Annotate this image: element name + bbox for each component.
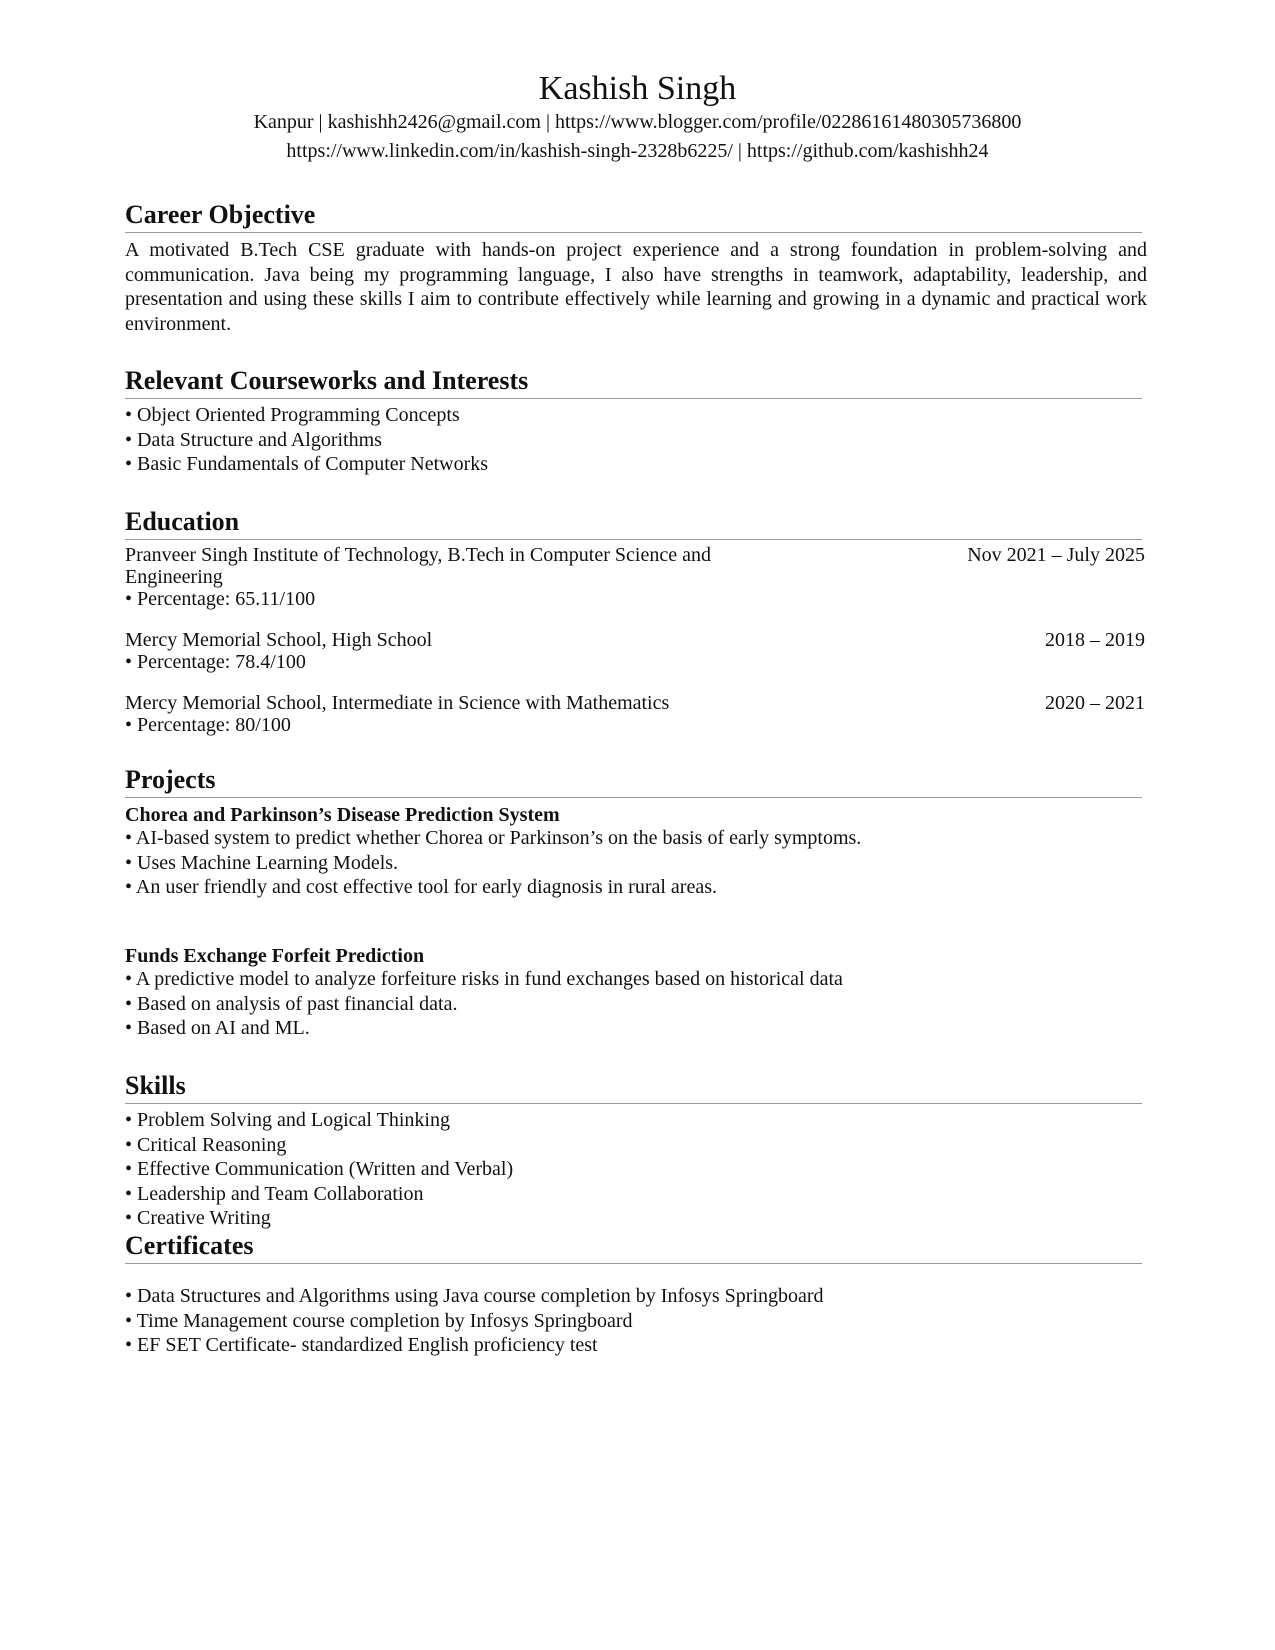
education-entry: [125, 544, 1145, 610]
list-item: • Basic Fundamentals of Computer Networks: [125, 453, 489, 475]
education-entry: [125, 629, 1145, 673]
list-item: • Based on analysis of past financial data.: [125, 992, 458, 1015]
skills-list: [125, 1108, 513, 1231]
list-item: • Data Structure and Algorithms: [125, 428, 382, 451]
education-heading: Education: [125, 507, 1142, 540]
education-date: 2020 – 2021: [1045, 692, 1145, 714]
education-institution: Mercy Memorial School, High School: [125, 629, 433, 651]
list-item: • A predictive model to analyze forfeiture risks in fund exchanges based on historical data: [125, 968, 843, 990]
education-institution: Mercy Memorial School, Intermediate in Science with Mathematics: [125, 692, 670, 714]
certificates-list: [125, 1284, 824, 1358]
list-item: • Effective Communication (Written and Verbal): [125, 1158, 514, 1180]
courseworks-heading: Relevant Courseworks and Interests: [125, 366, 1142, 399]
list-item: • Object Oriented Programming Concepts: [125, 404, 460, 426]
project-points: [125, 967, 843, 1041]
education-date: 2018 – 2019: [1045, 629, 1145, 651]
projects-heading: Projects: [125, 765, 1142, 798]
project-title: Funds Exchange Forfeit Prediction: [125, 945, 425, 967]
career-objective-heading: Career Objective: [125, 200, 1142, 233]
skills-heading: Skills: [125, 1071, 1142, 1104]
list-item: • An user friendly and cost effective tool for early diagnosis in rural areas.: [125, 876, 717, 898]
courseworks-list: [125, 403, 488, 477]
education-detail: • Percentage: 65.11/100: [125, 588, 316, 610]
education-detail: • Percentage: 80/100: [125, 714, 291, 736]
list-item: • Critical Reasoning: [125, 1133, 287, 1156]
education-detail: • Percentage: 78.4/100: [125, 651, 306, 673]
contact-line-1: Kanpur | kashishh2426@gmail.com | https://www.blogger.com/profile/02286161480305736800: [253, 111, 1022, 133]
list-item: • Data Structures and Algorithms using Java course completion by Infosys Springboard: [125, 1285, 824, 1307]
certificates-heading: Certificates: [125, 1231, 1142, 1264]
list-item: • AI-based system to predict whether Chorea or Parkinson’s on the basis of early symptoms.: [125, 827, 862, 849]
education-date: Nov 2021 – July 2025: [967, 544, 1145, 566]
list-item: • EF SET Certificate- standardized English proficiency test: [125, 1334, 598, 1356]
education-institution: Pranveer Singh Institute of Technology, B.Tech in Computer Science and Engineering: [125, 544, 711, 588]
contact-line-2: https://www.linkedin.com/in/kashish-singh-2328b6225/ | https://github.com/kashishh24: [286, 140, 989, 162]
project-points: [125, 826, 861, 900]
candidate-name: Kashish Singh: [538, 70, 737, 107]
education-entry: [125, 692, 1145, 736]
list-item: • Creative Writing: [125, 1207, 271, 1229]
list-item: • Based on AI and ML.: [125, 1017, 310, 1039]
list-item: • Time Management course completion by Infosys Springboard: [125, 1309, 633, 1332]
career-objective-text: A motivated B.Tech CSE graduate with hands-on project experience and a strong foundation in problem-solving and communication. Java being my programming language, I also have strengths in teamwork, adaptability, leadership, and presentation and using these skills I aim to contribute effectively while learning and growing in a dynamic and practical work environment.: [125, 239, 1147, 335]
list-item: • Uses Machine Learning Models.: [125, 851, 399, 874]
project-title: Chorea and Parkinson’s Disease Prediction System: [125, 804, 560, 826]
list-item: • Leadership and Team Collaboration: [125, 1182, 424, 1205]
list-item: • Problem Solving and Logical Thinking: [125, 1109, 450, 1131]
